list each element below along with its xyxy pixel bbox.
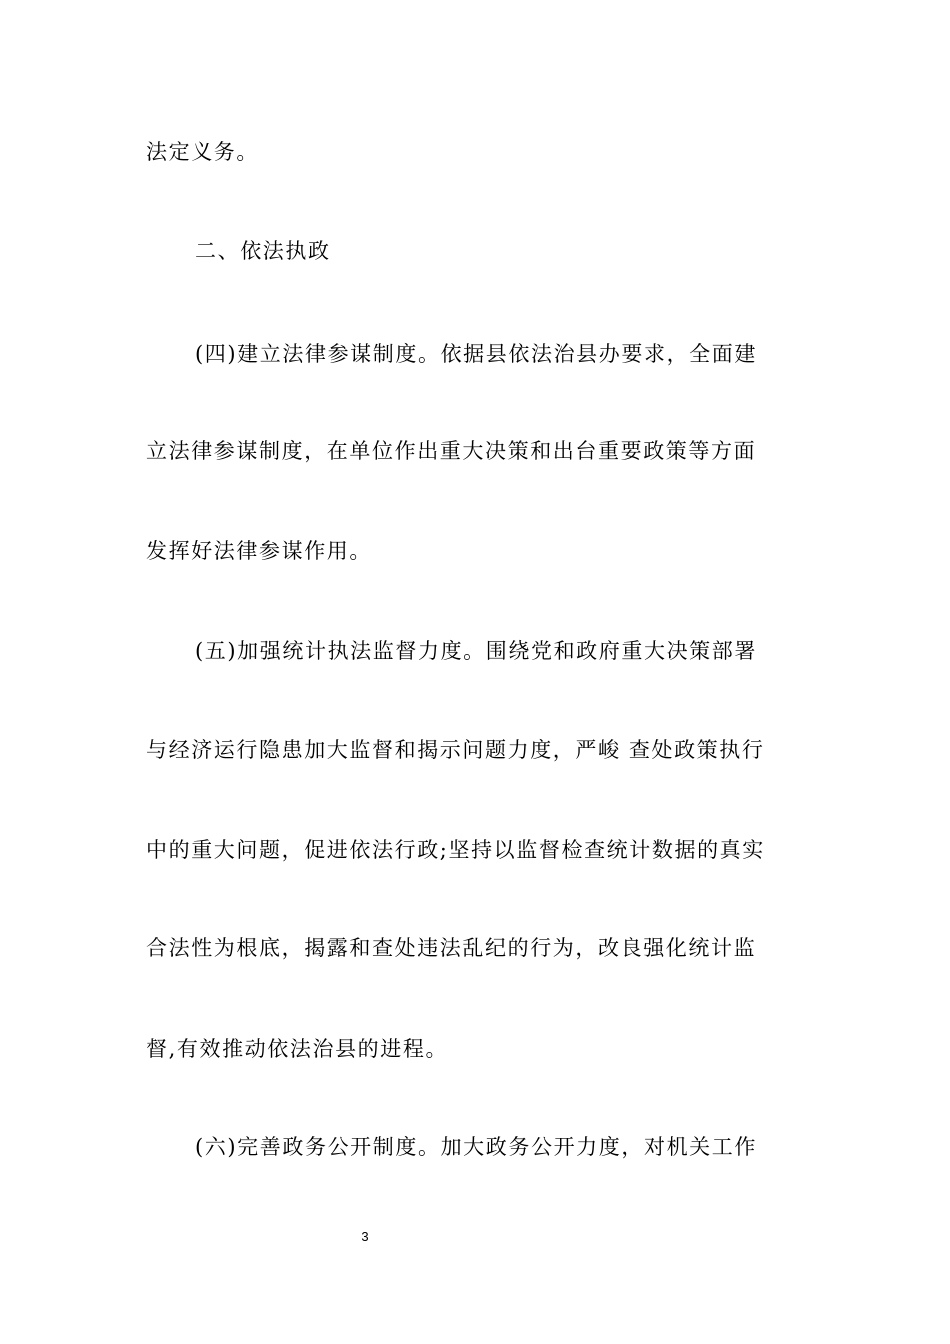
section-heading: 二、依法执政 <box>195 239 331 263</box>
paragraph-5-line-5: 督,有效推动依法治县的进程。 <box>146 1037 449 1061</box>
paragraph-5-line-3: 中的重大问题，促进依法行政;坚持以监督检查统计数据的真实 <box>146 838 765 862</box>
paragraph-4-line-1: (四)建立法律参谋制度。依据县依法治县办要求，全面建 <box>195 342 757 366</box>
paragraph-6-line-1: (六)完善政务公开制度。加大政务公开力度，对机关工作 <box>195 1135 757 1159</box>
paragraph-5-line-2: 与经济运行隐患加大监督和揭示问题力度，严峻 查处政策执行 <box>146 738 765 762</box>
page-number: 3 <box>361 1229 369 1244</box>
paragraph-5-line-4: 合法性为根底，揭露和查处违法乱纪的行为，改良强化统计监 <box>146 936 757 960</box>
paragraph-4-line-2: 立法律参谋制度，在单位作出重大决策和出台重要政策等方面 <box>146 439 757 463</box>
paragraph-4-line-3: 发挥好法律参谋作用。 <box>146 539 372 563</box>
text-line-continuation: 法定义务。 <box>146 140 259 164</box>
paragraph-5-line-1: (五)加强统计执法监督力度。围绕党和政府重大决策部署 <box>195 639 757 663</box>
